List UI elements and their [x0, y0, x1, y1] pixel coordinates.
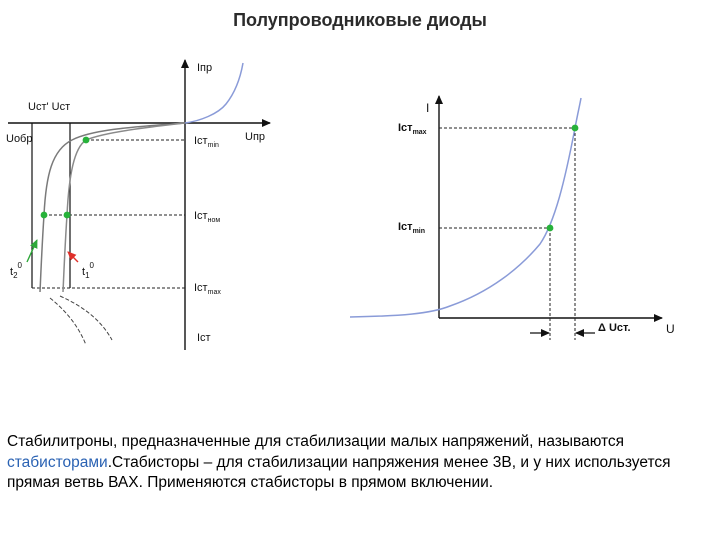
label-t1: $t_1^0$ — [82, 261, 94, 280]
page-title: Полупроводниковые диоды — [233, 10, 487, 30]
caption-part-2: .Стабисторы – для стабилизации напряжения менее 3В, и у них используется прямая ветвь ВАХ. Применяются стабисторы в прямом включении. — [7, 453, 671, 491]
caption-text — [7, 432, 713, 494]
label-i-axis: I — [426, 101, 430, 115]
right-iv-curve — [350, 98, 581, 317]
label-ist-min: Iст$_{min}$ — [194, 135, 219, 149]
caption-highlight: стабисторами — [7, 453, 108, 471]
label-ist-nom: Iст$_{ном}$ — [194, 210, 221, 224]
label-delta-u: Δ Uст. — [598, 322, 631, 334]
label-ist-axis: Iст — [197, 332, 211, 344]
label-i-pr: Iпр — [197, 62, 213, 74]
left-continuation-curve-2 — [50, 298, 86, 345]
right-point-ist-max — [572, 125, 579, 132]
left-forward-curve — [185, 63, 243, 123]
right-diagram — [350, 96, 675, 340]
caption-part-1: Стабилитроны, предназначенные для стабилизации малых напряжений, называются — [7, 433, 625, 450]
label-t2: $t_2^0$ — [10, 261, 22, 280]
label-u-axis: U — [666, 322, 675, 336]
left-point-ist-min — [83, 137, 90, 144]
label-u-pr: Uпр — [245, 131, 266, 143]
label-right-ist-min: Iст$_{min}$ — [398, 221, 426, 235]
left-point-ist-nom-t1 — [64, 212, 71, 219]
label-u-st-pair: Uст' Uст — [28, 101, 71, 113]
label-u-obr: Uобр — [6, 133, 33, 145]
left-continuation-curve-1 — [60, 296, 112, 340]
label-ist-max: Iст$_{max}$ — [194, 282, 221, 296]
left-reverse-curve-t2 — [40, 123, 185, 292]
right-point-ist-min — [547, 225, 554, 232]
left-diagram — [6, 60, 270, 350]
label-right-ist-max: Iст$_{max}$ — [398, 122, 427, 136]
left-point-ist-nom-t2 — [41, 212, 48, 219]
diagram-area — [0, 40, 720, 370]
